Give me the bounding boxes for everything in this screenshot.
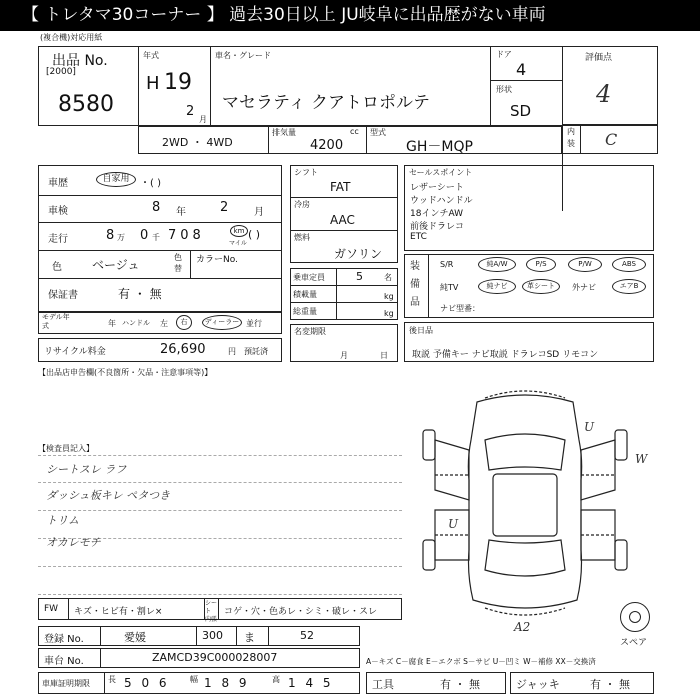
- cert-length-val: 5 0 6: [124, 676, 170, 690]
- tools-value: 有 ・ 無: [440, 678, 480, 691]
- model-info-label: モデル年式: [42, 313, 70, 330]
- selling-point-1: レザーシート: [410, 183, 464, 193]
- selling-points-label: セールスポイント: [409, 168, 473, 177]
- entry-number: 8580: [58, 92, 114, 117]
- selling-point-3: 18インチAW: [410, 209, 464, 219]
- interior-label: 内装: [567, 127, 575, 148]
- cert-height: 高: [272, 675, 280, 684]
- spare-label: スペア: [620, 638, 648, 648]
- color-side: 色替: [174, 253, 182, 273]
- tools-label: 工具: [372, 678, 394, 691]
- car-diagram: [405, 380, 655, 630]
- equip-sr: S/R: [440, 260, 454, 269]
- top-block: [38, 46, 658, 126]
- color-label: 色: [52, 262, 62, 273]
- selling-point-5: ETC: [410, 232, 427, 242]
- equip-navi-model: ナビ型番：: [440, 304, 480, 313]
- inspection-year-unit: 年: [176, 207, 186, 218]
- cert-length: 長: [108, 675, 116, 684]
- mileage-sen-unit: 千: [152, 233, 160, 242]
- ac-label: 冷房: [294, 200, 310, 209]
- cert-height-val: 1 4 5: [288, 676, 334, 690]
- entry-year-code: [2000]: [46, 67, 76, 77]
- mileage-rest: 708: [168, 228, 205, 243]
- equip-ext-navi: 外ナビ: [572, 283, 596, 292]
- model-code-value: GH－MQP: [406, 139, 473, 155]
- fuel-label: 燃料: [294, 233, 310, 242]
- model-info-right: 右: [176, 315, 192, 330]
- history-value: 自家用: [96, 172, 136, 187]
- car-name-value: マセラティ クアトロポルテ: [222, 93, 431, 113]
- equip-tv: 純TV: [440, 283, 459, 292]
- jack-value: 有 ・ 無: [590, 678, 630, 691]
- jack-label: ジャッキ: [516, 678, 560, 691]
- inspector-label: 【検査員記入】: [38, 444, 94, 453]
- mileage-unit-km: km: [230, 225, 248, 237]
- fw-value: キズ・ヒビ有・割レ×: [74, 607, 163, 617]
- registration-pref: 愛媛: [124, 631, 146, 644]
- inspector-note-1: シートスレ ラフ: [46, 463, 127, 476]
- displacement-unit: cc: [350, 127, 359, 136]
- history-rest: ・( ): [140, 178, 161, 189]
- capacity-label: 乗車定員: [293, 273, 325, 282]
- inspector-note-3: トリム: [46, 514, 79, 527]
- rating-value: 4: [596, 80, 612, 108]
- fw-label: FW: [44, 604, 59, 614]
- displacement-label: 排気量: [272, 128, 296, 137]
- equip-abs: ABS: [612, 257, 646, 272]
- model-info-year-unit: 年: [108, 319, 116, 328]
- model-info-left: 左: [160, 319, 168, 328]
- seller-note-label: 【出品店申告欄(不良箇所・欠品・注意事項等)】: [38, 368, 213, 377]
- equip-navi: 純ナビ: [478, 279, 516, 294]
- selling-point-2: ウッドハンドル: [410, 196, 473, 206]
- color-value: ベージュ: [92, 258, 140, 272]
- mileage-sen: 0: [140, 228, 149, 243]
- mileage-unit-mile: マイル: [229, 240, 247, 247]
- registration-kana: ま: [244, 631, 255, 644]
- model-info-parallel: 並行: [246, 319, 262, 328]
- model-code-label: 型式: [370, 128, 386, 137]
- equipment-label: 装備品: [410, 261, 420, 308]
- model-year-year: 19: [164, 70, 192, 95]
- recycle-unit: 円: [228, 347, 236, 356]
- gross-weight-label: 総重量: [293, 307, 317, 316]
- recycle-value: 26,690: [160, 342, 206, 357]
- equip-leather: 革シート: [522, 279, 560, 294]
- inspection-month: 2: [220, 200, 229, 215]
- shift-label: シフト: [294, 168, 318, 177]
- model-year-label: 年式: [143, 51, 159, 60]
- fuel-value: ガソリン: [334, 247, 383, 261]
- equip-airbag: エアB: [612, 279, 646, 294]
- doors-label: ドア: [496, 50, 512, 59]
- cert-label: 車庫証明期限: [42, 679, 90, 688]
- inspector-note-2: ダッシュ板キレ ペタつき: [46, 489, 171, 502]
- shift-value: FAT: [330, 180, 351, 194]
- registration-number: 52: [300, 629, 314, 642]
- mark-rear: A2: [514, 620, 531, 634]
- cert-width-val: 1 8 9: [204, 676, 250, 690]
- selling-point-4: 前後ドラレコ: [410, 222, 465, 232]
- color-code-label: カラーNo.: [196, 255, 238, 265]
- mark-side-w: W: [635, 452, 648, 466]
- seat-label: シート 内張: [205, 600, 218, 623]
- car-name-label: 車名・グレード: [215, 51, 271, 60]
- equip-ps: P/S: [526, 257, 556, 272]
- shape-label: 形状: [496, 85, 512, 94]
- history-label: 車歴: [48, 178, 68, 189]
- warranty-label: 保証書: [48, 290, 78, 301]
- model-info-dealer: ディーラー: [202, 315, 242, 330]
- name-change-day: 日: [380, 351, 388, 360]
- registration-class: 300: [202, 629, 223, 642]
- mileage-man: 8: [106, 228, 115, 243]
- cert-width: 幅: [190, 675, 198, 684]
- entry-label: 出品 No.: [52, 53, 108, 69]
- name-change-month: 月: [340, 351, 348, 360]
- ac-value: AAC: [330, 213, 355, 227]
- interior-value: C: [605, 130, 618, 149]
- inspection-month-unit: 月: [254, 207, 264, 218]
- inspection-label: 車検: [48, 206, 68, 217]
- displacement-value: 4200: [310, 138, 344, 153]
- equip-pw: P/W: [568, 257, 602, 272]
- name-change-label: 名変期限: [294, 327, 326, 336]
- damage-legend: A－キズ C－腐食 E－エクボ S－サビ U－凹ミ W－補修 XX－交換済: [366, 657, 596, 666]
- capacity-value: 5: [356, 270, 363, 283]
- model-year-month: 2: [186, 104, 195, 119]
- doors-value: 4: [516, 60, 527, 79]
- model-year-era: H: [146, 73, 160, 94]
- shape-value: SD: [510, 102, 532, 120]
- model-year-month-unit: 月: [199, 115, 207, 124]
- mark-left-bottom: U: [448, 517, 459, 531]
- load-label: 積載量: [293, 290, 317, 299]
- recycle-label: リサイクル料金: [44, 347, 106, 357]
- registration-label: 登録 No.: [44, 634, 84, 645]
- chassis-label: 車台 No.: [44, 656, 84, 667]
- mileage-man-unit: 万: [117, 233, 125, 242]
- mileage-label: 走行: [48, 234, 68, 245]
- mark-right-top: U: [584, 420, 595, 434]
- drive-value: 2WD ・ 4WD: [162, 136, 233, 149]
- header-sub: (複合機)対応用紙: [40, 33, 103, 42]
- load-unit: kg: [384, 292, 394, 301]
- inspector-note-4: オカレモチ: [46, 536, 101, 549]
- seat-value: コゲ・穴・色あレ・シミ・破レ・スレ: [224, 607, 378, 617]
- header-title: 【 トレタマ30コーナー 】 過去30日以上 JU岐阜に出品歴がない車両: [0, 0, 700, 31]
- recycle-note: 預託済: [244, 347, 268, 356]
- equip-aw: 純A/W: [478, 257, 516, 272]
- inspection-year: 8: [152, 200, 161, 215]
- aftermarket-value: 取説 予備キー ナビ取説 ドラレコSD リモコン: [412, 350, 599, 360]
- rating-label: 評価点: [585, 53, 613, 63]
- capacity-unit: 名: [384, 273, 392, 282]
- chassis-value: ZAMCD39C000028007: [152, 651, 278, 664]
- gross-weight-unit: kg: [384, 309, 394, 318]
- model-info-handle: ハンドル: [122, 319, 150, 327]
- warranty-value: 有 ・ 無: [118, 287, 162, 301]
- aftermarket-label: 後日品: [409, 326, 433, 335]
